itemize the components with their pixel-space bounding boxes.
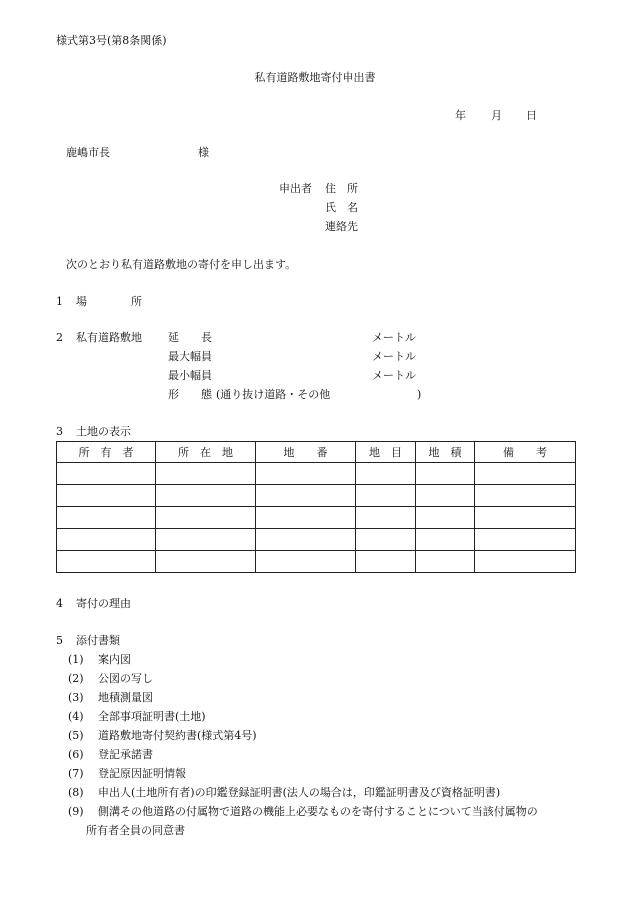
road-form-close: )	[417, 388, 422, 401]
addressee-honorific: 様	[198, 146, 209, 159]
table-cell[interactable]	[356, 463, 416, 485]
table-cell[interactable]	[475, 507, 576, 529]
table-cell[interactable]	[256, 485, 356, 507]
table-cell[interactable]	[256, 463, 356, 485]
header-remarks: 備 考	[475, 442, 576, 463]
date-month: 月	[491, 109, 502, 122]
road-form-label: 形 態	[168, 388, 212, 401]
header-area: 地 積	[416, 442, 475, 463]
table-cell[interactable]	[156, 551, 256, 573]
attachment-item-5-number: (5)	[68, 729, 84, 742]
form-reference: 様式第3号(第8条関係)	[56, 34, 167, 47]
table-row	[57, 507, 576, 529]
min-width-label: 最小幅員	[168, 369, 212, 382]
attachment-item-4: 全部事項証明書(土地)	[98, 710, 206, 723]
applicant-address: 住 所	[325, 182, 358, 195]
attachment-item-6: 登記承諾書	[98, 748, 153, 761]
table-cell[interactable]	[356, 507, 416, 529]
table-cell[interactable]	[256, 529, 356, 551]
table-cell[interactable]	[416, 551, 475, 573]
document-title: 私有道路敷地寄付申出書	[254, 71, 376, 84]
table-cell[interactable]	[356, 529, 416, 551]
header-lot-number: 地 番	[256, 442, 356, 463]
attachment-item-2: 公図の写し	[98, 672, 153, 685]
table-cell[interactable]	[57, 463, 156, 485]
table-row	[57, 551, 576, 573]
attachment-item-9-continued: 所有者全員の同意書	[86, 824, 185, 837]
table-cell[interactable]	[416, 529, 475, 551]
table-cell[interactable]	[356, 485, 416, 507]
table-cell[interactable]	[57, 485, 156, 507]
section5-number: 5	[56, 634, 63, 647]
table-cell[interactable]	[416, 507, 475, 529]
max-width-label: 最大幅員	[168, 350, 212, 363]
attachment-item-9-number: (9)	[68, 805, 84, 818]
attachment-item-8: 申出人(土地所有者)の印鑑登録証明書(法人の場合は，印鑑証明書及び資格証明書)	[98, 786, 501, 799]
header-location: 所 在 地	[156, 442, 256, 463]
section5-title: 添付書類	[76, 634, 120, 647]
attachment-item-3: 地積測量図	[98, 691, 153, 704]
date-day: 日	[526, 109, 537, 122]
min-width-unit: メートル	[372, 369, 416, 382]
table-cell[interactable]	[475, 551, 576, 573]
table-row	[57, 463, 576, 485]
table-cell[interactable]	[416, 463, 475, 485]
table-cell[interactable]	[156, 463, 256, 485]
section3-title: 土地の表示	[76, 425, 131, 438]
attachment-item-6-number: (6)	[68, 748, 84, 761]
table-cell[interactable]	[416, 485, 475, 507]
attachment-item-8-number: (8)	[68, 786, 84, 799]
land-table	[56, 441, 576, 573]
header-owner: 所 有 者	[57, 442, 156, 463]
max-width-unit: メートル	[372, 350, 416, 363]
attachment-item-7: 登記原因証明情報	[98, 767, 186, 780]
header-land-category: 地 目	[356, 442, 416, 463]
table-cell[interactable]	[57, 529, 156, 551]
road-form-options: (通り抜け道路・その他	[216, 388, 331, 401]
table-cell[interactable]	[256, 551, 356, 573]
intro-text: 次のとおり私有道路敷地の寄付を申し出ます。	[66, 258, 297, 271]
attachment-item-9: 側溝その他道路の付属物で道路の機能上必要なものを寄付することについて当該付属物の	[98, 805, 538, 818]
table-cell[interactable]	[475, 463, 576, 485]
table-row	[57, 485, 576, 507]
attachment-item-3-number: (3)	[68, 691, 84, 704]
date-year: 年	[455, 109, 466, 122]
applicant-contact: 連絡先	[325, 220, 358, 233]
table-cell[interactable]	[156, 485, 256, 507]
table-cell[interactable]	[156, 529, 256, 551]
road-length-label: 延 長	[168, 331, 212, 344]
land-table-header	[57, 442, 576, 463]
attachment-item-7-number: (7)	[68, 767, 84, 780]
road-length-unit: メートル	[372, 331, 416, 344]
section4-number: 4	[56, 597, 63, 610]
table-cell[interactable]	[475, 529, 576, 551]
addressee-mayor: 鹿嶋市長	[66, 146, 110, 159]
table-cell[interactable]	[57, 551, 156, 573]
table-cell[interactable]	[475, 485, 576, 507]
applicant-label: 申出者	[279, 182, 312, 195]
section2-title: 私有道路敷地	[76, 331, 142, 344]
table-row	[57, 529, 576, 551]
applicant-name: 氏 名	[325, 201, 358, 214]
table-cell[interactable]	[156, 507, 256, 529]
attachment-item-1-number: (1)	[68, 653, 84, 666]
section3-number: 3	[56, 425, 63, 438]
attachment-item-4-number: (4)	[68, 710, 84, 723]
attachment-item-2-number: (2)	[68, 672, 84, 685]
section1-title: 場 所	[76, 295, 142, 308]
attachment-item-1: 案内図	[98, 653, 131, 666]
section1-number: 1	[56, 295, 63, 308]
section2-number: 2	[56, 331, 63, 344]
section4-title: 寄付の理由	[76, 597, 131, 610]
table-cell[interactable]	[356, 551, 416, 573]
attachment-item-5: 道路敷地寄付契約書(様式第4号)	[98, 729, 257, 742]
table-cell[interactable]	[256, 507, 356, 529]
table-cell[interactable]	[57, 507, 156, 529]
